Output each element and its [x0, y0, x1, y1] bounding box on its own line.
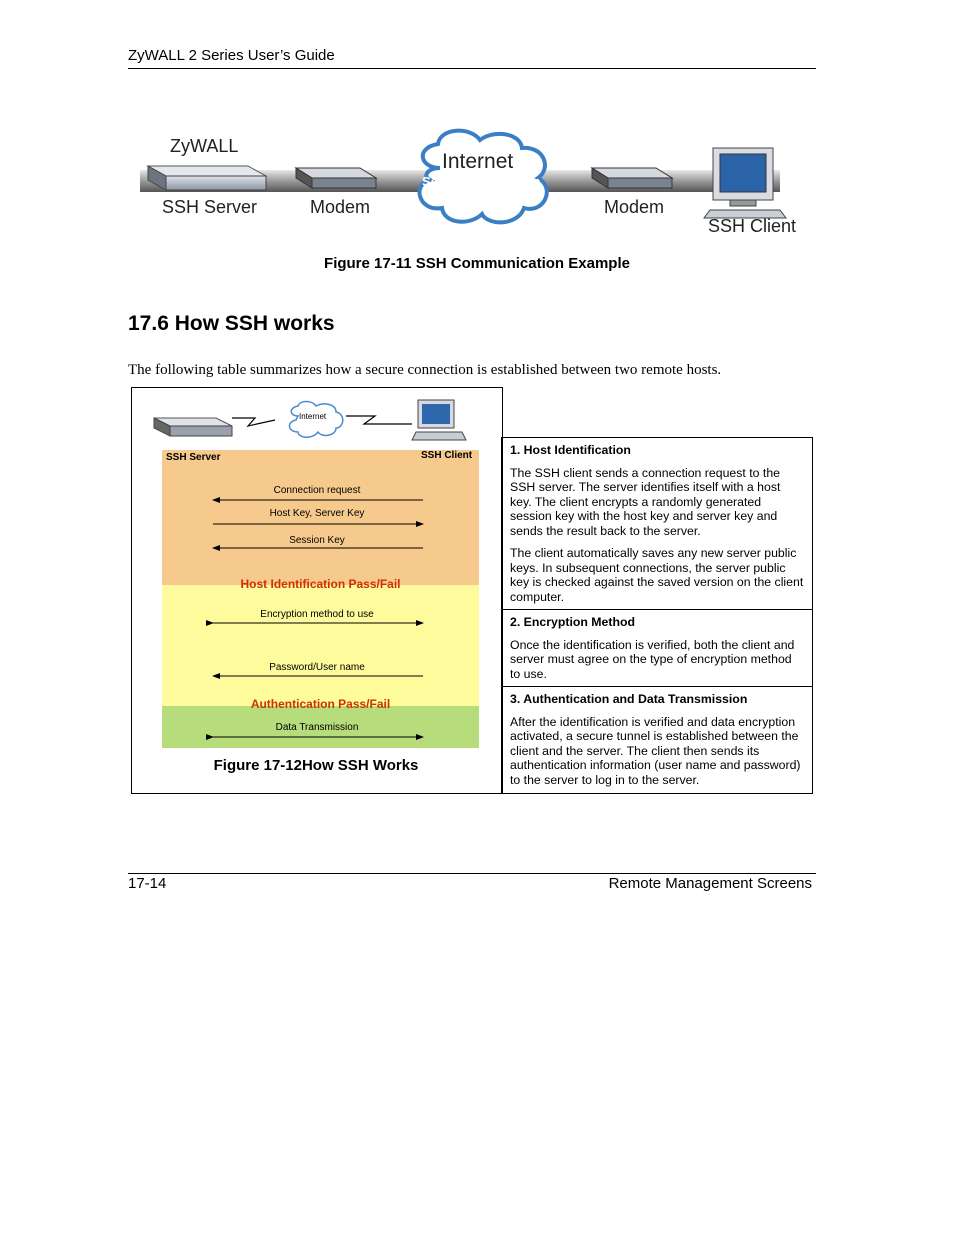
- server-device-icon: [154, 418, 232, 436]
- msg-session-key: Session Key: [289, 535, 345, 546]
- msg-encryption: Encryption method to use: [260, 609, 374, 620]
- step-row: [502, 687, 812, 793]
- zywall-device-icon: [148, 166, 266, 190]
- msg-connection-request: Connection request: [273, 485, 361, 496]
- client-computer-icon: [412, 400, 466, 440]
- host-pass-fail: Host Identification Pass/Fail: [240, 577, 401, 591]
- how-ssh-works-top-icons: [150, 396, 470, 446]
- auth-pass-fail: Authentication Pass/Fail: [250, 697, 391, 711]
- footer-section: Remote Management Screens: [608, 875, 812, 892]
- small-internet-label: Internet: [299, 412, 327, 421]
- secure-connection-label: Secure Connection: [422, 174, 541, 189]
- step-title: 1. Host Identification: [510, 443, 631, 457]
- step-text: The client automatically saves any new server public keys. In subsequent connections, the server public key is checked against the saved version on the client computer.: [510, 546, 804, 604]
- step-text: After the identification is verified and data encryption activated, a secure tunnel is established between the client and the server. The client then sends its authentication information (user name and password) to the server to log in to the server.: [510, 714, 801, 787]
- step-text: Once the identification is verified, both the client and server must agree on the type of encryption method to use.: [510, 637, 795, 681]
- footer-rule: [128, 873, 816, 874]
- msg-host-key: Host Key, Server Key: [269, 508, 365, 519]
- figure-17-12-caption: Figure 17-12How SSH Works: [213, 757, 419, 774]
- step-title: 3. Authentication and Data Transmission: [510, 692, 748, 706]
- msg-data-transmission: Data Transmission: [275, 722, 359, 733]
- ssh-client-label: SSH Client: [708, 216, 797, 236]
- running-header: ZyWALL 2 Series User’s Guide: [128, 47, 335, 64]
- step-text: The SSH client sends a connection request to the SSH server. The server identifies itself with a host key. The client encrypts a randomly generated session key with the host key and server key and sends the result back to the server.: [510, 465, 781, 538]
- modem-left-icon: [296, 168, 376, 188]
- figure-17-11-caption: Figure 17-11 SSH Communication Example: [324, 255, 630, 272]
- section-title: 17.6 How SSH works: [128, 312, 335, 335]
- step-title: 2. Encryption Method: [510, 615, 636, 629]
- msg-password: Password/User name: [269, 662, 365, 673]
- steps-table: [501, 437, 813, 794]
- modem-left-label: Modem: [310, 197, 371, 217]
- ssh-client-small-label: SSH Client: [421, 450, 473, 461]
- ssh-communication-figure: [140, 118, 810, 243]
- step-row: [502, 610, 812, 687]
- modem-right-label: Modem: [604, 197, 665, 217]
- header-rule: [128, 68, 816, 69]
- sequence-arrows: [205, 490, 430, 750]
- step-row: [502, 438, 812, 610]
- internet-label: Internet: [442, 150, 514, 173]
- zywall-brand: ZyWALL: [170, 136, 239, 156]
- ssh-server-small-label: SSH Server: [166, 452, 221, 463]
- intro-paragraph: The following table summarizes how a secure connection is established between two remote hosts.: [128, 362, 722, 378]
- modem-right-icon: [592, 168, 672, 188]
- ssh-server-label: SSH Server: [162, 197, 258, 217]
- page-number: 17-14: [128, 875, 167, 892]
